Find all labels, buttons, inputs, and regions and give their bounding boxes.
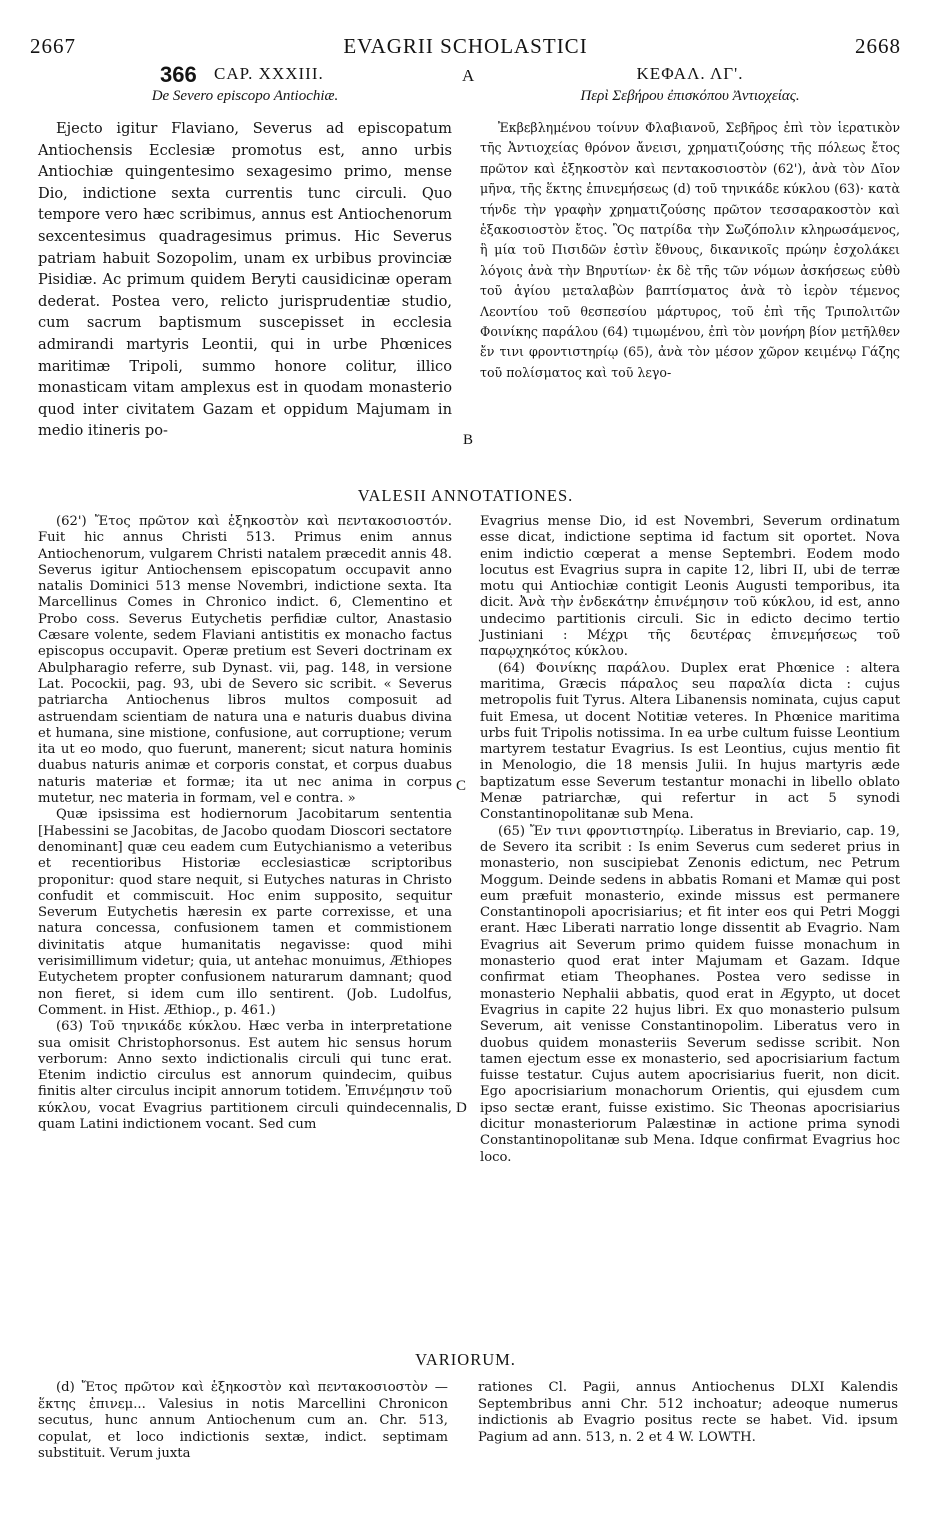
right-folio-number: 2668 [855, 34, 901, 58]
latin-chapter-subtitle: De Severo episcopo Antiochiæ. [151, 88, 339, 104]
latin-translation-text: Ejecto igitur Flaviano, Severus ad episcopatum Antiochensis Ecclesiæ promotus est, anno urbis Antiochiæ quingentesimo sexagesimo primo, mense Dio, indictione sexta currentis tunc circuli. Quo tempore vero hæc scribimus, annus est Antiochenorum sexcentesimus quadragesimus primus. Hic Severus patriam habuit Sozopolim, unam ex urbibus provinciæ Pisidiæ. Ac primum quidem Beryti causidicinæ operam dederat. Postea vero, relicto jurisprudentiæ studio, cum sacrum baptismum suscepisset in ecclesia admirandi martyris Leontii, qui in urbe Phœnices maritimæ Tripoli, summo honore colitur, illico monasticam vitam amplexus est in quodam monasterio quod inter civitatem Gazam et oppidum Majumam in medio itineris po- [38, 120, 452, 440]
variorum-note-left: (d) Ἔτος πρῶτον καὶ ἑξηκοστὸν καὶ πεντακοσιοστὸν — ἕκτης ἐπινεμ... Valesius in notis Marcellini Chronicon secutus, hunc annum Antiochenum cum an. Chr. 513, copulat, et loco indictionis sextæ, indict. septimam substituit. Verum juxta [38, 1380, 448, 1462]
latin-chapter-heading: CAP. XXXIII. [214, 64, 324, 83]
note-62-continued: Quæ ipsissima est hodiernorum Jacobitarum sententia [Habessini se Jacobitas, de Jacobo quodam Dioscori sectatore denominant] quæ ceu eadem cum Eutychianismo a veteribus et recentioribus Historiæ ecclesiasticæ scriptoribus proponitur: quod stare nequit, si Eutyches naturas in Christo confudit et commiscuit. Hoc enim supposito, sequitur Severum Eutychetis hæresin ex parte correxisse, et una natura concessa, confusionem tamen et commistionem divinitatis atque humanitatis negavisse: quod mihi verisimillimum videtur; quia, ut antehac monuimus, Æthiopes Eutychetem propter confusionem naturarum damnant; quod non fieret, si idem cum illo sentirent. (Job. Ludolfus, Comment. in Hist. Æthiop., p. 461.) [38, 807, 452, 1018]
note-65: (65) Ἔν τινι φροντιστηρίῳ. Liberatus in Breviario, cap. 19, de Severo ita scribit : Is enim Severus cum sederet prius in monasterio, non suscipiebat Zenonis edictum, nec Petrum Moggum. Deinde sedens in abbatis Romani et Mamæ qui post eum præfuit monasterio, exinde missus est permanere Constantinopoli apocrisiarius; et fit inter eos qui Petri Moggi erant. Hæc Liberati narratio longe dissentit ab Evagrio. Nam Evagrius ait Severum primo quidem fuisse monachum in monasterio quod erat inter Majumam et Gazam. Idque confirmat etiam Theophanes. Postea vero sedisse in monasterio Nephalii abbatis, quod erat in Ægypto, ut docet Evagrius in capite 22 hujus libri. Ex quo monasterio pulsum Severum, ait venisse Constantinopolim. Liberatus vero in duobus quidem monasteriis Severum sedisse scribit. Non tamen ejectum esse ex monasterio, sed apocrisiarium factum fuisse testatur. Cujus autem apocrisiarius fuerit, non dicit. Ego apocrisiarium monachorum Orientis, qui ejusdem cum ipso sectæ erant, fuisse existimo. Sic Theonas apocrisiarius dicitur monasteriorum Palæstinæ in actione prima synodi Constantinopolitanæ sub Mena. Idque confirmat Evagrius hoc loco. [480, 823, 900, 1165]
greek-chapter-subtitle: Περὶ Σεβήρου ἐπισκόπου Ἀντιοχείας. [580, 88, 800, 104]
annotations-heading: VALESII ANNOTATIONES. [357, 486, 574, 505]
variorum-heading: VARIORUM. [415, 1350, 516, 1369]
note-63: (63) Τοῦ τηνικάδε κύκλου. Hæc verba in interpretatione sua omisit Christophorsonus. Est autem hic sensus horum verborum: Anno sexto indictionalis circuli qui tunc erat. Etenim indictio circulus est annorum quindecim, quibus finitis alter circulus incipit annorum totidem. Ἐπινέμησιν τοῦ κύκλου, vocat Evagrius partitionem circuli quindecennalis, quam Latini indictionem vocant. Sed cum [38, 1019, 452, 1132]
greek-chapter-heading: ΚΕΦΑΛ. ΛΓ'. [636, 64, 744, 83]
margin-letter-d: D [456, 1100, 467, 1116]
greek-original-text: Ἐκβεβλημένου τοίνυν Φλαβιανοῦ, Σεβῆρος ἐπὶ τὸν ἱερατικὸν τῆς Ἀντιοχείας θρόνον ἄνεισι, χρηματιζούσης τῆς πόλεως ἔτος πρῶτον καὶ ἑξηκοστὸν καὶ πεντακοσιοστὸν (62'), ἀνὰ τὸν Δῖον μῆνα, τῆς ἕκτης ἐπινεμήσεως (d) τοῦ τηνικάδε κύκλου (63)· κατὰ τήνδε τὴν γραφὴν χρηματιζούσης πρῶτον τεσσαρακοστὸν καὶ ἑξακοσιοστὸν ἔτος. Ὃς πατρίδα τὴν Σωζόπολιν κληρωσάμενος, ἣ μία τοῦ Πισιδῶν ἐστὶν ἔθνους, δικανικοῖς πρώην ἐσχολάκει λόγοις ἀνὰ τὴν Βηρυτίων· ἐκ δὲ τῆς τῶν νόμων ἀσκήσεως εὐθὺ τοῦ ἁγίου μεταλαβὼν βαπτίσματος ἀνὰ τὸ ἱερὸν τέμενος Λεοντίου τοῦ θεσπεσίου μάρτυρος, τοῦ ἐπὶ τῆς Τριπολιτῶν Φοινίκης παράλου (64) τιμωμένου, ἐπὶ τὸν μονήρη βίον μετῆλθεν ἔν τινι φροντιστηρίῳ (65), ἀνὰ τὸν μέσον χῶρον κειμένῳ Γάζης τοῦ πολίσματος καὶ τοῦ λεγο- [480, 120, 900, 380]
left-folio-number: 2667 [30, 34, 76, 58]
page-number: 366 [160, 62, 197, 87]
running-title: EVAGRII SCHOLASTICI [343, 34, 588, 58]
note-62: (62') Ἔτος πρῶτον καὶ ἑξηκοστὸν καὶ πεντακοσιοστόν. Fuit hic annus Christi 513. Primus enim annus Antiochenorum, vulgarem Christi natalem præcedit annis 48. Severus igitur Antiochensem episcopatum occupavit anno natalis Dominici 513 mense Novembri, indictione sexta. Ita Marcellinus Comes in Chronico indict. 6, Clementino et Probo coss. Severus Eutychetis perfidiæ cultor, Anastasio Cæsare volente, sedem Flaviani antistitis ex monacho factus episcopus occupavit. Operæ pretium est Severi doctrinam ex Abulpharagio referre, sub Dynast. vii, pag. 148, in versione Lat. Pocockii, pag. 93, ubi de Severo sic scribit. « Severus patriarcha Antiochenus libros multos composuit ad astruendam scientiam de natura una e naturis duabus divina et humana, sine mistione, confusione, aut corruptione; verum ita ut eo modo, quo fuerunt, manerent; sicut natura hominis duabus naturis animæ et corporis constat, et corpus duabus naturis materiæ et formæ; ita ut nec anima in corpus mutetur, nec materia in formam, vel e contra. » [38, 514, 452, 807]
margin-letter-c: C [456, 778, 467, 794]
annotations-right-column [480, 514, 900, 1166]
margin-letter-b: B [463, 432, 474, 448]
note-63-continued: Evagrius mense Dio, id est Novembri, Severum ordinatum esse dicat, indictione septima id factum sit oportet. Nova enim indictio cœperat a mense Septembri. Eodem modo locutus est Evagrius supra in capite 12, libri II, ubi de terræ motu qui Antiochiæ contigit Leonis Augusti temporibus, ita dicit. Ἀνὰ τὴν ἑνδεκάτην ἐπινέμησιν τοῦ κύκλου, id est, anno undecimo partitionis circuli. Sic in edicto decimo tertio Justiniani : Μέχρι τῆς δευτέρας ἐπινεμήσεως τοῦ παρῳχηκότος κύκλου. [480, 514, 900, 660]
variorum-note-right: rationes Cl. Pagii, annus Antiochenus DLXI Kalendis Septembribus anni Chr. 512 inchoatur; adeoque numerus indictionis ab Evagrio positus recte se habet. Vid. ipsum Pagium ad ann. 513, n. 2 et 4 W. LOWTH. [478, 1380, 898, 1445]
annotations-left-column [38, 514, 452, 1133]
margin-letter-a: A [462, 66, 475, 85]
note-64: (64) Φοινίκης παράλου. Duplex erat Phœnice : altera maritima, Græcis πάραλος seu παραλία dicta : cujus metropolis fuit Tyrus. Altera Libanensis nominata, cujus caput fuit Emesa, ut docent Notitiæ veteres. In Phœnice maritima urbs fuit Tripolis notissima. In ea urbe cultum fuisse Leontium martyrem testatur Evagrius. Is est Leontius, cujus mentio fit in Menologio, die 18 mensis Julii. In hujus martyris æde baptizatum esse Severum testantur monachi in libello oblato Menæ patriarchæ, qui refertur in act 5 synodi Constantinopolitanæ sub Mena. [480, 660, 900, 823]
